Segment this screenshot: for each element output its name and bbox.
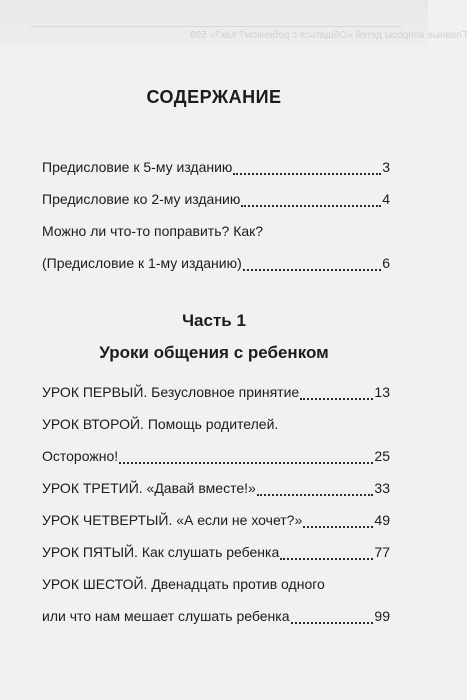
- lesson-entry: [42, 479, 390, 497]
- dot-leader: [119, 450, 373, 464]
- dot-leader: [243, 257, 381, 271]
- dot-leader: [291, 610, 374, 624]
- dot-leader: [233, 161, 381, 175]
- lesson-label: или что нам мешает слушать ребенка: [42, 608, 290, 624]
- lesson-entry: [42, 607, 390, 625]
- lesson-page: 99: [374, 608, 390, 624]
- lesson-label: Осторожно!: [42, 448, 119, 464]
- toc-entry: [42, 254, 390, 272]
- dot-leader: [280, 546, 373, 560]
- lesson-page: 77: [374, 544, 390, 560]
- toc-entry-page: 6: [382, 255, 390, 271]
- toc-title: СОДЕРЖАНИЕ: [146, 87, 282, 107]
- lesson-entry: [42, 543, 390, 561]
- toc-entry: [42, 158, 390, 176]
- lesson-label: УРОК ТРЕТИЙ. «Давай вместе!»: [42, 480, 256, 496]
- toc-entry-page: 3: [382, 159, 390, 175]
- lesson-label: УРОК ВТОРОЙ. Помощь родителей.: [42, 416, 279, 432]
- toc-entry: [42, 190, 390, 208]
- dot-leader: [303, 514, 373, 528]
- toc-entry-label: Предисловие к 5-му изданию: [42, 159, 233, 175]
- lesson-entry: [42, 383, 390, 401]
- lesson-page: 25: [374, 448, 390, 464]
- lesson-entry: [42, 447, 390, 465]
- lesson-label: УРОК ПЯТЫЙ. Как слушать ребенка: [42, 544, 280, 560]
- lesson-label: УРОК ШЕСТОЙ. Двенадцать против одного: [42, 576, 325, 592]
- divider: [30, 26, 402, 27]
- lesson-label: УРОК ЧЕТВЕРТЫЙ. «А если не хочет?»: [42, 512, 303, 528]
- dot-leader: [241, 193, 381, 207]
- dot-leader: [257, 482, 374, 496]
- bleed-through-text: Главные вопросы детей «Общаться с ребенком? Как?» 599: [190, 30, 467, 41]
- toc-entry-label: (Предисловие к 1-му изданию): [42, 255, 242, 271]
- part-label: Часть 1: [182, 311, 246, 330]
- lesson-entry: [42, 511, 390, 529]
- lesson-label: УРОК ПЕРВЫЙ. Безусловное принятие: [42, 384, 300, 400]
- lesson-page: 49: [374, 512, 390, 528]
- toc-entry-page: 4: [382, 191, 390, 207]
- toc-entry-label: Предисловие ко 2-му изданию: [42, 191, 241, 207]
- lesson-page: 33: [374, 480, 390, 496]
- part-title: Уроки общения с ребенком: [99, 343, 329, 362]
- lesson-page: 13: [374, 384, 390, 400]
- dot-leader: [300, 386, 373, 400]
- bleed-through-header: [0, 0, 467, 46]
- toc-entry-label: Можно ли что-то поправить? Как?: [42, 223, 264, 239]
